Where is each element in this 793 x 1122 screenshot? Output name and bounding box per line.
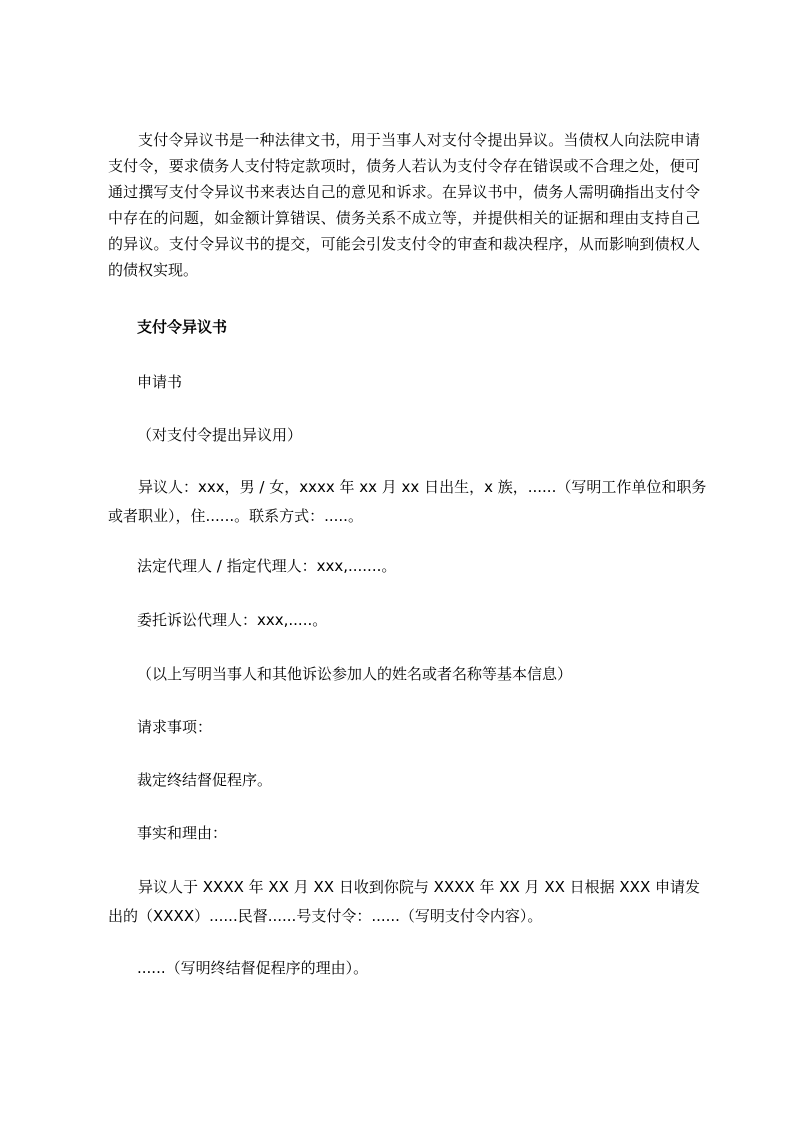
facts-content: 异议人于 XXXX 年 XX 月 XX 日收到你院与 XXXX 年 XX 月 XX 日根据 XXX 申请发出的（XXXX）......民督......号支付令：......（写明支付令内容）。 — [108, 878, 700, 925]
entrusted-agent-line: 委托诉讼代理人：xxx,.....。 — [137, 611, 328, 629]
legal-agent-line: 法定代理人 / 指定代理人：xxx,.......。 — [137, 557, 397, 575]
intro-paragraph: 支付令异议书是一种法律文书，用于当事人对支付令提出异议。当债权人向法院申请支付令，要求债务人支付特定款项时，债务人若认为支付令存在错误或不合理之处，便可通过撰写支付令异议书来表达自己的意见和诉求。在异议书中，债务人需明确指出支付令中存在的问题，如金额计算错误、债务关系不成立等，并提供相关的证据和理由支持自己的异议。支付令异议书的提交，可能会引发支付令的审查和裁决程序，从而影响到债权人的债权实现。 — [108, 131, 700, 279]
request-content: 裁定终结督促程序。 — [137, 771, 273, 789]
objector-info: 异议人：xxx，男 / 女，xxxx 年 xx 月 xx 日出生，x 族，......（写明工作单位和职务或者职业），住......。联系方式：.....。 — [108, 478, 707, 525]
purpose-note: （对支付令提出异议用） — [137, 426, 303, 444]
reasons-line: ......（写明终结督促程序的理由）。 — [137, 959, 369, 977]
parties-note: （以上写明当事人和其他诉讼参加人的姓名或者名称等基本信息） — [137, 665, 573, 683]
document-subtitle: 申请书 — [137, 373, 183, 391]
document-title: 支付令异议书 — [137, 318, 228, 336]
request-heading: 请求事项： — [137, 718, 213, 736]
facts-heading: 事实和理由： — [137, 824, 228, 842]
